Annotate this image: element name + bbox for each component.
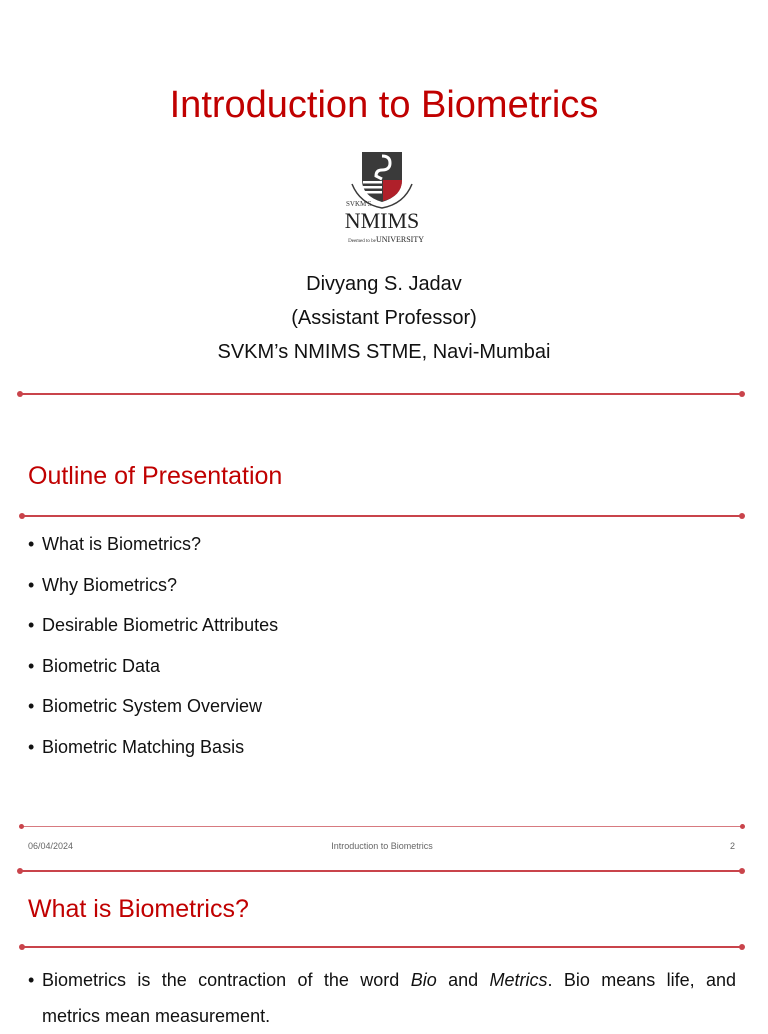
title-underline	[22, 946, 742, 948]
list-item: • Biometric Matching Basis	[28, 736, 278, 777]
list-item: • Biometric Data	[28, 655, 278, 696]
footer-page-number: 2	[730, 841, 736, 851]
author-role: (Assistant Professor)	[291, 307, 477, 329]
author-name: Divyang S. Jadav	[306, 273, 462, 295]
definition-line-1: Biometrics is the contraction of the word Bio and Metrics. Bio means life, and	[42, 970, 737, 990]
slide-divider	[20, 393, 742, 395]
bullet-glyph: •	[28, 970, 35, 990]
nmims-shield-icon	[332, 150, 432, 250]
footer-date: 06/04/2024	[28, 841, 74, 851]
nmims-logo	[332, 150, 432, 250]
definition-paragraph	[28, 962, 736, 1034]
author-institution: SVKM’s NMIMS STME, Navi-Mumbai	[217, 341, 551, 363]
logo-brand-text: NMIMS	[344, 208, 420, 233]
slide1-title: Introduction to Biometrics	[169, 84, 599, 126]
definition-line-2: metrics mean measurement.	[42, 1006, 271, 1026]
footer-center-title: Introduction to Biometrics	[331, 841, 433, 851]
slide-divider	[20, 870, 742, 872]
list-item: • What is Biometrics?	[28, 533, 278, 574]
outline-title: Outline of Presentation	[28, 462, 283, 490]
footer-divider	[22, 826, 742, 827]
title-underline	[22, 515, 742, 517]
logo-tagline-prefix: Deemed to be	[348, 239, 376, 244]
logo-tagline-main: UNIVERSITY	[376, 235, 424, 244]
list-item: • Desirable Biometric Attributes	[28, 614, 278, 655]
logo-top-text: SVKM'S	[346, 200, 372, 208]
list-item: • Biometric System Overview	[28, 695, 278, 736]
what-is-title: What is Biometrics?	[28, 895, 249, 923]
list-item: • Why Biometrics?	[28, 574, 278, 615]
outline-list	[28, 533, 278, 776]
